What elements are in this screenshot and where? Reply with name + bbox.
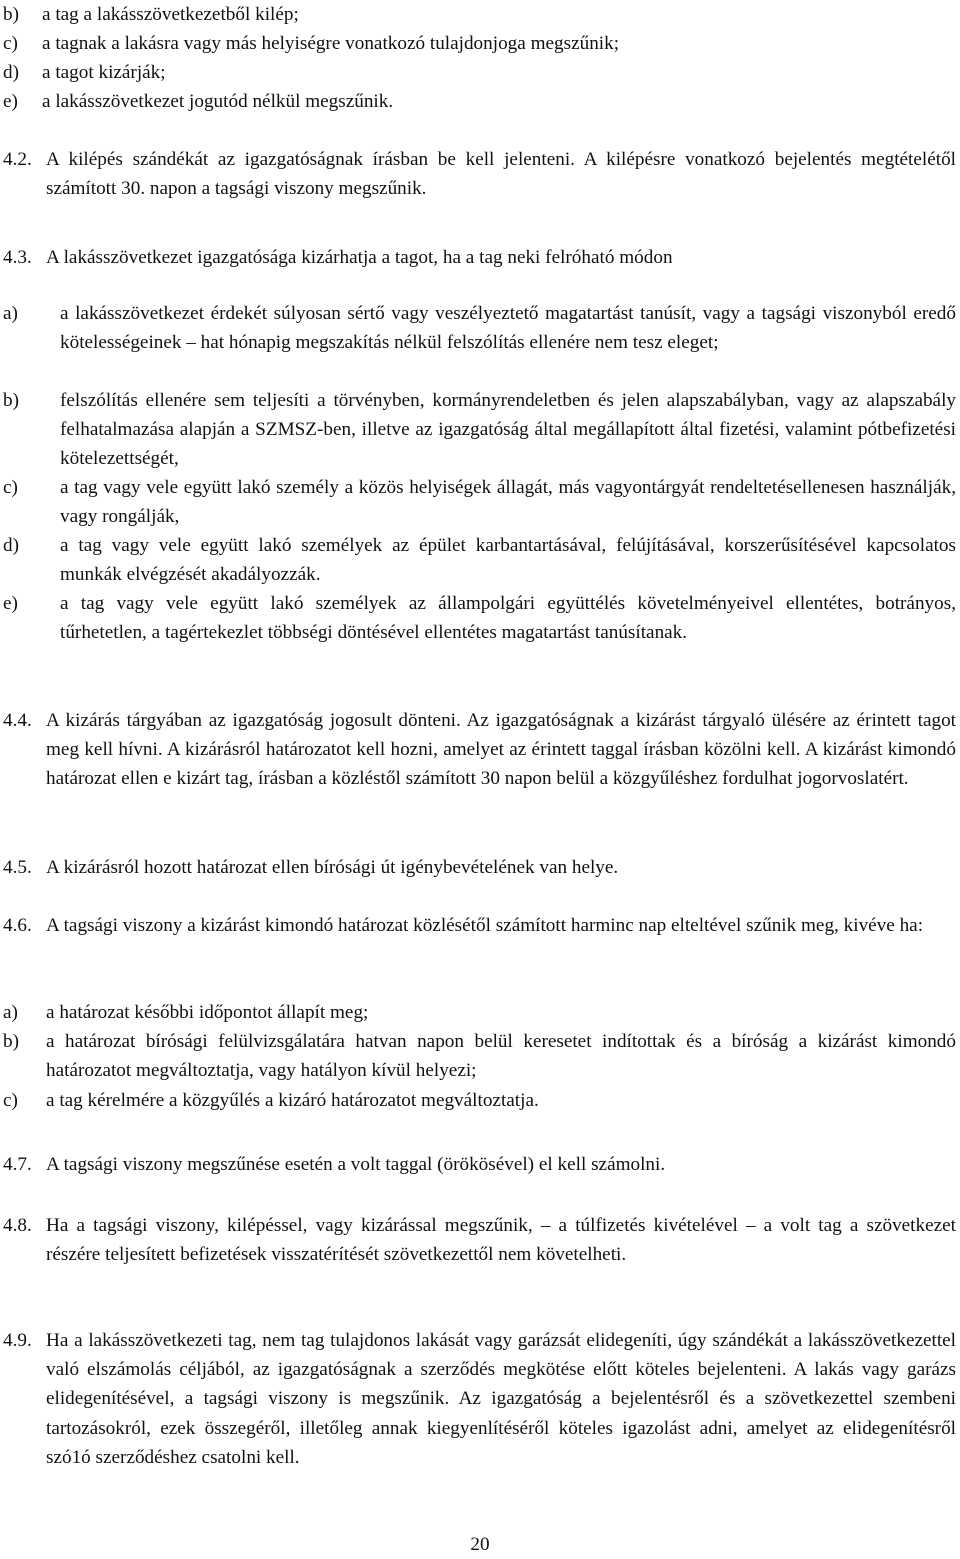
section-number: 4.4. <box>3 710 32 731</box>
list-label: b) <box>3 1031 19 1052</box>
page-number: 20 <box>470 1534 490 1555</box>
section-text: A kizárás tárgyában az igazgatóság jogosult dönteni. Az igazgatóságnak a kizárást tárgyaló ülésére az érintett tagot meg kell hívni. A kizárásról határozatot kell hozni, amelyet az érintett taggal írásban közölni kell. A kizárást kimondó határozat ellen e kizárt tag, írásban a közléstől számított 30 napon belül a közgyűléshez fordulhat jogorvoslatért. <box>46 710 956 790</box>
list-text: a tag a lakásszövetkezetből kilép; <box>42 4 299 25</box>
section-number: 4.7. <box>3 1154 32 1175</box>
list-label: b) <box>3 390 19 411</box>
list-label: a) <box>3 1002 18 1023</box>
list-text: a tagnak a lakásra vagy más helyiségre vonatkozó tulajdonjoga megszűnik; <box>42 33 620 54</box>
section-number: 4.9. <box>3 1330 32 1351</box>
section-number: 4.8. <box>3 1215 32 1236</box>
list-label: c) <box>3 477 18 498</box>
list-text: a tag vagy vele együtt lakó személyek az állampolgári együttélés követelményeivel ellentétes, botrányos, tűrhetetlen, a tagértekezlet többségi döntésével ellentétes magatartást tanúsítanak. <box>60 593 956 644</box>
list-text: a tag vagy vele együtt lakó személyek az épület karbantartásával, felújításával, korszerűsítésével kapcsolatos munkák elvégzését akadályozzák. <box>60 535 956 586</box>
list-text: a tag vagy vele együtt lakó személy a közös helyiségek állagát, más vagyontárgyát rendeltetésellenesen használják, vagy rongálják, <box>60 477 956 528</box>
section-number: 4.3. <box>3 247 32 268</box>
list-label: c) <box>3 1090 18 1111</box>
list-text: a tag kérelmére a közgyűlés a kizáró határozatot megváltoztatja. <box>46 1090 539 1111</box>
list-label: a) <box>3 303 18 324</box>
section-number: 4.2. <box>3 149 32 170</box>
section-number: 4.6. <box>3 915 32 936</box>
list-text: a határozat későbbi időpontot állapít meg; <box>46 1002 369 1023</box>
section-text: Ha a lakásszövetkezeti tag, nem tag tulajdonos lakását vagy garázsát elidegeníti, úgy szándékát a lakásszövetkezettel való elszámolás céljából, az igazgatóságnak a szerződés megkötése előtt köteles bejelenteni. A lakás vagy garázs elidegenítésével, a tagsági viszony is megszűnik. Az igazgatóság a bejelentésről és a szövetkezettel szembeni tartozásokról, ezek összegéről, illetőleg annak kiegyenlítéséről köteles igazolást adni, amelyet az elidegenítésről szó1ó szerződéshez csatolni kell. <box>46 1330 956 1468</box>
section-text: A tagsági viszony megszűnése esetén a volt taggal (örökösével) el kell számolni. <box>46 1154 666 1175</box>
section-number: 4.5. <box>3 857 32 878</box>
list-label: e) <box>3 91 18 112</box>
list-text: a lakásszövetkezet jogutód nélkül megszűnik. <box>42 91 394 112</box>
section-text: A kilépés szándékát az igazgatóságnak írásban be kell jelenteni. A kilépésre vonatkozó bejelentés megtételétől számított 30. napon a tagsági viszony megszűnik. <box>46 149 956 200</box>
section-text: A tagsági viszony a kizárást kimondó határozat közlésétől számított harminc nap elteltével szűnik meg, kivéve ha: <box>46 915 924 936</box>
section-text: Ha a tagsági viszony, kilépéssel, vagy kizárással megszűnik, – a túlfizetés kivételével – a volt tag a szövetkezet részére teljesített befizetések visszatérítését szövetkezettől nem követelheti. <box>46 1215 956 1266</box>
list-text: a lakásszövetkezet érdekét súlyosan sértő vagy veszélyeztető magatartást tanúsít, vagy a tagsági viszonyból eredő kötelességeinek – hat hónapig megszakítás nélkül felszólítás ellenére nem tesz eleget; <box>60 303 956 354</box>
list-text: felszólítás ellenére sem teljesíti a törvényben, kormányrendeletben és jelen alapszabályban, vagy az alapszabály felhatalmazása alapján a SZMSZ-ben, illetve az igazgatóság által megállapított által fizetési, valamint pótbefizetési kötelezettségét, <box>60 390 956 470</box>
section-text: A kizárásról hozott határozat ellen bírósági út igénybevételének van helye. <box>46 857 619 878</box>
list-label: c) <box>3 33 18 54</box>
list-label: b) <box>3 4 19 25</box>
list-text: a határozat bírósági felülvizsgálatára hatvan napon belül keresetet indítottak és a bíróság a kizárást kimondó határozatot megváltoztatja, vagy hatályon kívül helyezi; <box>46 1031 956 1082</box>
list-label: d) <box>3 535 19 556</box>
list-label: e) <box>3 593 18 614</box>
section-text: A lakásszövetkezet igazgatósága kizárhatja a tagot, ha a tag neki felróható módon <box>46 247 673 268</box>
list-label: d) <box>3 62 19 83</box>
list-text: a tagot kizárják; <box>42 62 166 83</box>
